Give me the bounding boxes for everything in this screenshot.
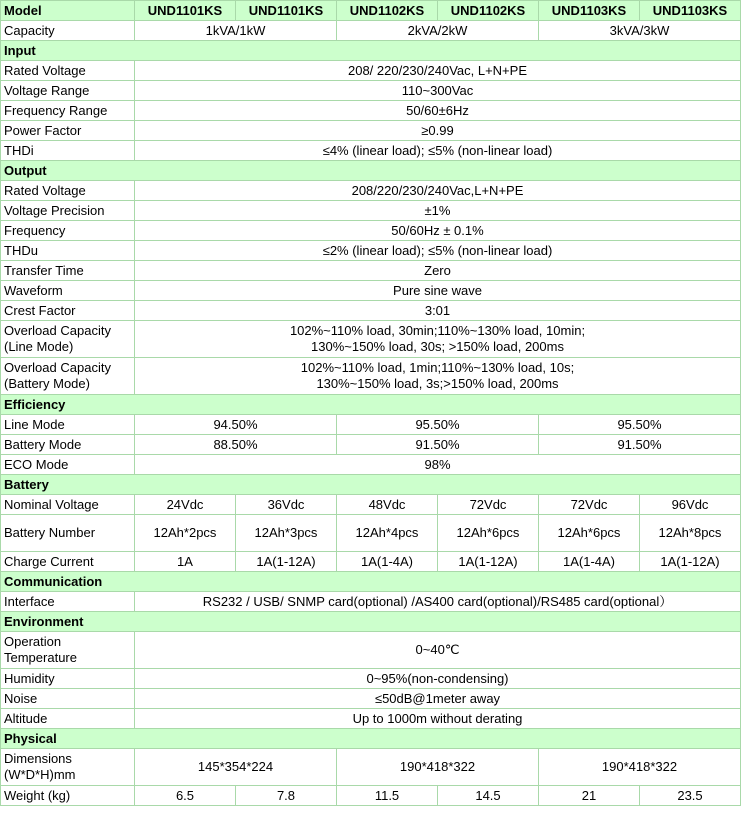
row-value: 36Vdc: [236, 495, 337, 515]
row-label: [1, 358, 135, 395]
spec-row: [1, 415, 741, 435]
spec-row: [1, 552, 741, 572]
row-value: 12Ah*2pcs: [135, 515, 236, 552]
section-environment: [1, 612, 741, 632]
section-efficiency: [1, 395, 741, 415]
row-value: 3:01: [135, 301, 741, 321]
row-value: Pure sine wave: [135, 281, 741, 301]
row-value: 12Ah*6pcs: [438, 515, 539, 552]
spec-row: [1, 749, 741, 786]
row-label: Rated Voltage: [1, 181, 135, 201]
row-value: 12Ah*4pcs: [337, 515, 438, 552]
row-label: THDu: [1, 241, 135, 261]
section-communication: [1, 572, 741, 592]
row-value: RS232 / USB/ SNMP card(optional) /AS400 card(optional)/RS485 card(optional）: [135, 592, 741, 612]
section-title: Physical: [1, 729, 741, 749]
spec-row: [1, 495, 741, 515]
row-label: Battery Mode: [1, 435, 135, 455]
value-line: 130%~150% load, 3s;>150% load, 200ms: [316, 376, 559, 391]
row-value: 23.5: [640, 786, 741, 806]
row-label: Charge Current: [1, 552, 135, 572]
row-value: 11.5: [337, 786, 438, 806]
row-label: [1, 321, 135, 358]
section-title: Environment: [1, 612, 741, 632]
overload-battery-row: [1, 358, 741, 395]
row-value: 190*418*322: [337, 749, 539, 786]
section-input: [1, 41, 741, 61]
row-label: Nominal Voltage: [1, 495, 135, 515]
row-value: 0~40℃: [135, 632, 741, 669]
row-value: 1A(1-4A): [337, 552, 438, 572]
spec-row: [1, 261, 741, 281]
row-value: 1A(1-12A): [236, 552, 337, 572]
row-label-line: (Battery Mode): [4, 376, 90, 391]
spec-row: [1, 61, 741, 81]
row-value: 96Vdc: [640, 495, 741, 515]
row-value: ±1%: [135, 201, 741, 221]
row-label: [1, 749, 135, 786]
model-name: UND1101KS: [135, 1, 236, 21]
model-name: UND1103KS: [539, 1, 640, 21]
capacity-value: 2kVA/2kW: [337, 21, 539, 41]
row-label-line: Overload Capacity: [4, 360, 111, 375]
row-value: 145*354*224: [135, 749, 337, 786]
spec-row: [1, 515, 741, 552]
spec-row: [1, 786, 741, 806]
row-label: Voltage Range: [1, 81, 135, 101]
capacity-row: [1, 21, 741, 41]
row-value: ≤50dB@1meter away: [135, 689, 741, 709]
spec-row: [1, 301, 741, 321]
model-name: UND1102KS: [438, 1, 539, 21]
row-label: Interface: [1, 592, 135, 612]
row-value: 91.50%: [337, 435, 539, 455]
section-output: [1, 161, 741, 181]
row-value: 48Vdc: [337, 495, 438, 515]
spec-row: [1, 669, 741, 689]
spec-row: [1, 281, 741, 301]
spec-row: [1, 592, 741, 612]
row-value: ≤4% (linear load); ≤5% (non-linear load): [135, 141, 741, 161]
row-label: Weight (kg): [1, 786, 135, 806]
row-label: Altitude: [1, 709, 135, 729]
section-title: Efficiency: [1, 395, 741, 415]
spec-row: [1, 81, 741, 101]
row-value: 110~300Vac: [135, 81, 741, 101]
spec-row: [1, 181, 741, 201]
spec-row: [1, 221, 741, 241]
row-label: Waveform: [1, 281, 135, 301]
row-value: ≤2% (linear load); ≤5% (non-linear load): [135, 241, 741, 261]
row-value: 50/60±6Hz: [135, 101, 741, 121]
row-value: 1A(1-12A): [438, 552, 539, 572]
spec-row: [1, 201, 741, 221]
row-value: 1A: [135, 552, 236, 572]
row-value: 1A(1-4A): [539, 552, 640, 572]
value-line: 102%~110% load, 1min;110%~130% load, 10s;: [300, 360, 575, 375]
row-value: 208/ 220/230/240Vac, L+N+PE: [135, 61, 741, 81]
row-value: 72Vdc: [539, 495, 640, 515]
row-label: Line Mode: [1, 415, 135, 435]
row-label: Crest Factor: [1, 301, 135, 321]
row-label: ECO Mode: [1, 455, 135, 475]
spec-row: [1, 101, 741, 121]
row-value: 50/60Hz ± 0.1%: [135, 221, 741, 241]
row-value: 1A(1-12A): [640, 552, 741, 572]
row-value: 14.5: [438, 786, 539, 806]
row-label: Transfer Time: [1, 261, 135, 281]
row-value: 88.50%: [135, 435, 337, 455]
model-name: UND1103KS: [640, 1, 741, 21]
row-value: 24Vdc: [135, 495, 236, 515]
section-battery: [1, 475, 741, 495]
row-label: Frequency: [1, 221, 135, 241]
row-value: 95.50%: [539, 415, 741, 435]
row-label-line: Dimensions: [4, 751, 72, 766]
spec-row: [1, 709, 741, 729]
row-label: Humidity: [1, 669, 135, 689]
spec-row: [1, 121, 741, 141]
row-label: Frequency Range: [1, 101, 135, 121]
section-title: Communication: [1, 572, 741, 592]
row-label-line: Temperature: [4, 650, 77, 665]
row-value: 0~95%(non-condensing): [135, 669, 741, 689]
row-value: 21: [539, 786, 640, 806]
row-value: Up to 1000m without derating: [135, 709, 741, 729]
capacity-value: 3kVA/3kW: [539, 21, 741, 41]
row-value: 6.5: [135, 786, 236, 806]
row-label-line: (Line Mode): [4, 339, 74, 354]
overload-line-row: [1, 321, 741, 358]
row-value: 12Ah*3pcs: [236, 515, 337, 552]
spec-row: [1, 435, 741, 455]
capacity-value: 1kVA/1kW: [135, 21, 337, 41]
row-value: ≥0.99: [135, 121, 741, 141]
row-value: [135, 358, 741, 395]
model-name: UND1101KS: [236, 1, 337, 21]
value-line: 130%~150% load, 30s; >150% load, 200ms: [311, 339, 564, 354]
section-title: Battery: [1, 475, 741, 495]
section-title: Output: [1, 161, 741, 181]
row-value: 94.50%: [135, 415, 337, 435]
model-header-row: [1, 1, 741, 21]
section-title: Input: [1, 41, 741, 61]
section-physical: [1, 729, 741, 749]
row-label: Noise: [1, 689, 135, 709]
row-label: Rated Voltage: [1, 61, 135, 81]
spec-row: [1, 689, 741, 709]
row-label: Capacity: [1, 21, 135, 41]
row-value: 72Vdc: [438, 495, 539, 515]
row-value: 12Ah*6pcs: [539, 515, 640, 552]
row-label: Voltage Precision: [1, 201, 135, 221]
row-value: 7.8: [236, 786, 337, 806]
row-value: 98%: [135, 455, 741, 475]
row-value: Zero: [135, 261, 741, 281]
row-label: THDi: [1, 141, 135, 161]
row-value: 95.50%: [337, 415, 539, 435]
row-label-line: Operation: [4, 634, 62, 649]
row-value: 208/220/230/240Vac,L+N+PE: [135, 181, 741, 201]
row-label-line: (W*D*H)mm: [4, 767, 76, 782]
row-value: 190*418*322: [539, 749, 741, 786]
spec-row: [1, 241, 741, 261]
row-label: [1, 632, 135, 669]
row-value: [135, 321, 741, 358]
spec-row: [1, 141, 741, 161]
model-label: Model: [1, 1, 135, 21]
value-line: 102%~110% load, 30min;110%~130% load, 10min;: [289, 323, 586, 338]
row-label: Battery Number: [1, 515, 135, 552]
spec-row: [1, 455, 741, 475]
row-label-line: Overload Capacity: [4, 323, 111, 338]
row-label: Power Factor: [1, 121, 135, 141]
row-value: 91.50%: [539, 435, 741, 455]
row-value: 12Ah*8pcs: [640, 515, 741, 552]
model-name: UND1102KS: [337, 1, 438, 21]
spec-row: [1, 632, 741, 669]
